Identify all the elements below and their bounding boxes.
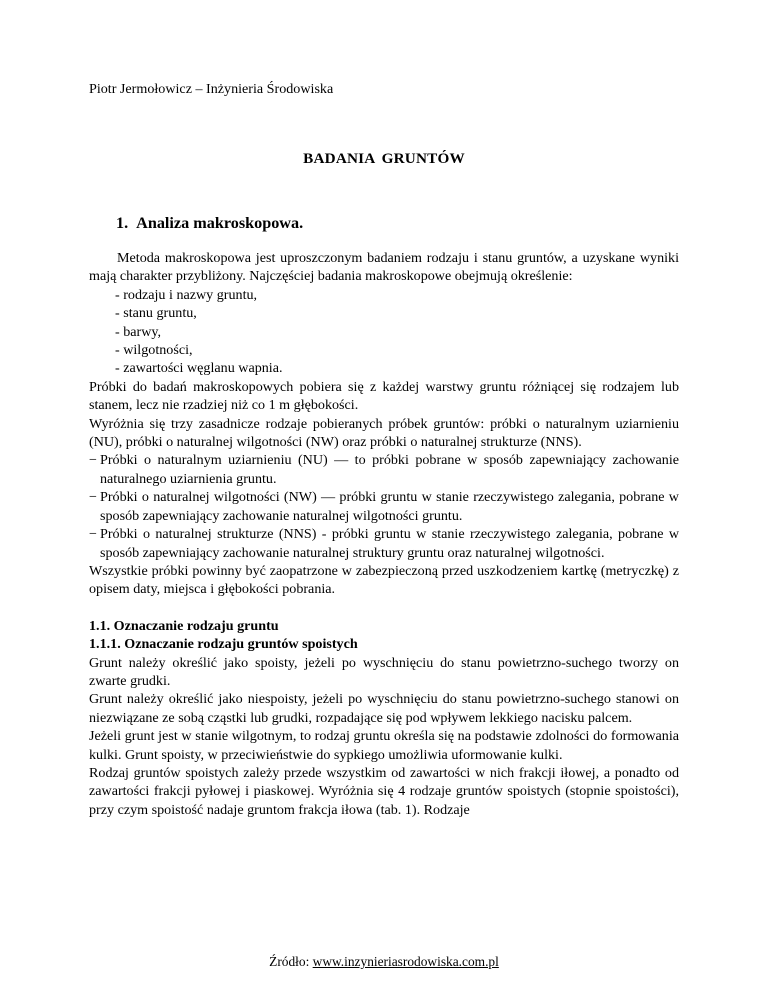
body-paragraph: Jeżeli grunt jest w stanie wilgotnym, to rodzaj gruntu określa się na podstawie zdolności do formowania kulki. Grunt spoisty, w przeciwieństwie do sypkiego umożliwia uformowanie kulki. (89, 728, 679, 763)
subsubsection-heading: 1.1.1. Oznaczanie rodzaju gruntów spoistych (89, 636, 358, 653)
sample-type-text: Próbki o naturalnym uziarnieniu (NU) — to próbki pobrane w sposób zapewniający zachowanie naturalnego uziarnienia gruntu. (100, 452, 679, 487)
scope-list-item: - wilgotności, (115, 342, 193, 359)
sample-types-intro: Wyróżnia się trzy zasadnicze rodzaje pobieranych próbek gruntów: próbki o naturalnym uziarnieniu (NU), próbki o naturalnej wilgotności (NW) oraz próbki o naturalnej strukturze (NNS). (89, 415, 679, 451)
footer-label: Źródło: (269, 954, 313, 969)
document-title: BADANIA GRUNTÓW (303, 150, 465, 167)
dash-bullet: − (89, 526, 97, 543)
spacer (89, 599, 679, 617)
page-footer (0, 954, 768, 970)
scope-list-item: - zawartości węglanu wapnia. (115, 360, 283, 377)
sample-type-item (89, 525, 679, 562)
sample-type-item (89, 488, 679, 525)
body-paragraph: Grunt należy określić jako spoisty, jeżeli po wyschnięciu do stanu powietrzno-suchego tworzy on zwarte grudki. (89, 654, 679, 689)
sampling-paragraph: Próbki do badań makroskopowych pobiera się z każdej warstwy gruntu różniącej się rodzajem lub stanem, lecz nie rzadziej niż co 1 m głębokości. (89, 378, 679, 414)
section-1-heading (116, 214, 303, 233)
section-title: Analiza makroskopowa. (136, 214, 304, 232)
body-paragraph: Grunt należy określić jako niespoisty, jeżeli po wyschnięciu do stanu powietrzno-suchego stanowi on niezwiązane ze sobą cząstki lub grudki, rozpadające się pod wpływem lekkiego nacisku palcem. (89, 691, 679, 726)
sample-type-item (89, 451, 679, 488)
scope-list-item: - rodzaju i nazwy gruntu, (115, 286, 258, 303)
subsection-heading: 1.1. Oznaczanie rodzaju gruntu (89, 617, 279, 634)
labeling-paragraph: Wszystkie próbki powinny być zaopatrzone w zabezpieczoną przed uszkodzeniem kartkę (metryczkę) z opisem daty, miejsca i głębokości pobrania. (89, 562, 679, 598)
sample-type-text: Próbki o naturalnej strukturze (NNS) - próbki gruntu w stanie rzeczywistego zalegania, pobrane w sposób zapewniający zachowanie naturalnej struktury gruntu oraz naturalnej wilgotności. (100, 526, 679, 561)
section-number: 1. (116, 214, 129, 232)
scope-list-item: - barwy, (115, 323, 162, 340)
body-paragraph: Rodzaj gruntów spoistych zależy przede wszystkim od zawartości w nich frakcji iłowej, a ponadto od zawartości frakcji pyłowej i piaskowej. Wyróżnia się 4 rodzaje gruntów spoistych (stopnie spoistości), przy czym spoistość nadaje gruntom frakcja iłowa (tab. 1). Rodzaje (89, 764, 679, 818)
dash-bullet: − (89, 452, 97, 469)
intro-paragraph: Metoda makroskopowa jest uproszczonym badaniem rodzaju i stanu gruntów, a uzyskane wyniki mają charakter przybliżony. Najczęściej badania makroskopowe obejmują określenie: (89, 250, 679, 285)
dash-bullet: − (89, 489, 97, 506)
source-link[interactable]: www.inzynieriasrodowiska.com.pl (312, 954, 499, 969)
author-header: Piotr Jermołowicz – Inżynieria Środowiska (89, 81, 334, 97)
scope-list-item: - stanu gruntu, (115, 305, 197, 322)
document-body (89, 249, 679, 819)
sample-type-text: Próbki o naturalnej wilgotności (NW) — próbki gruntu w stanie rzeczywistego zalegania, pobrane w sposób zapewniający zachowanie naturalnej wilgotności gruntu. (100, 489, 679, 524)
